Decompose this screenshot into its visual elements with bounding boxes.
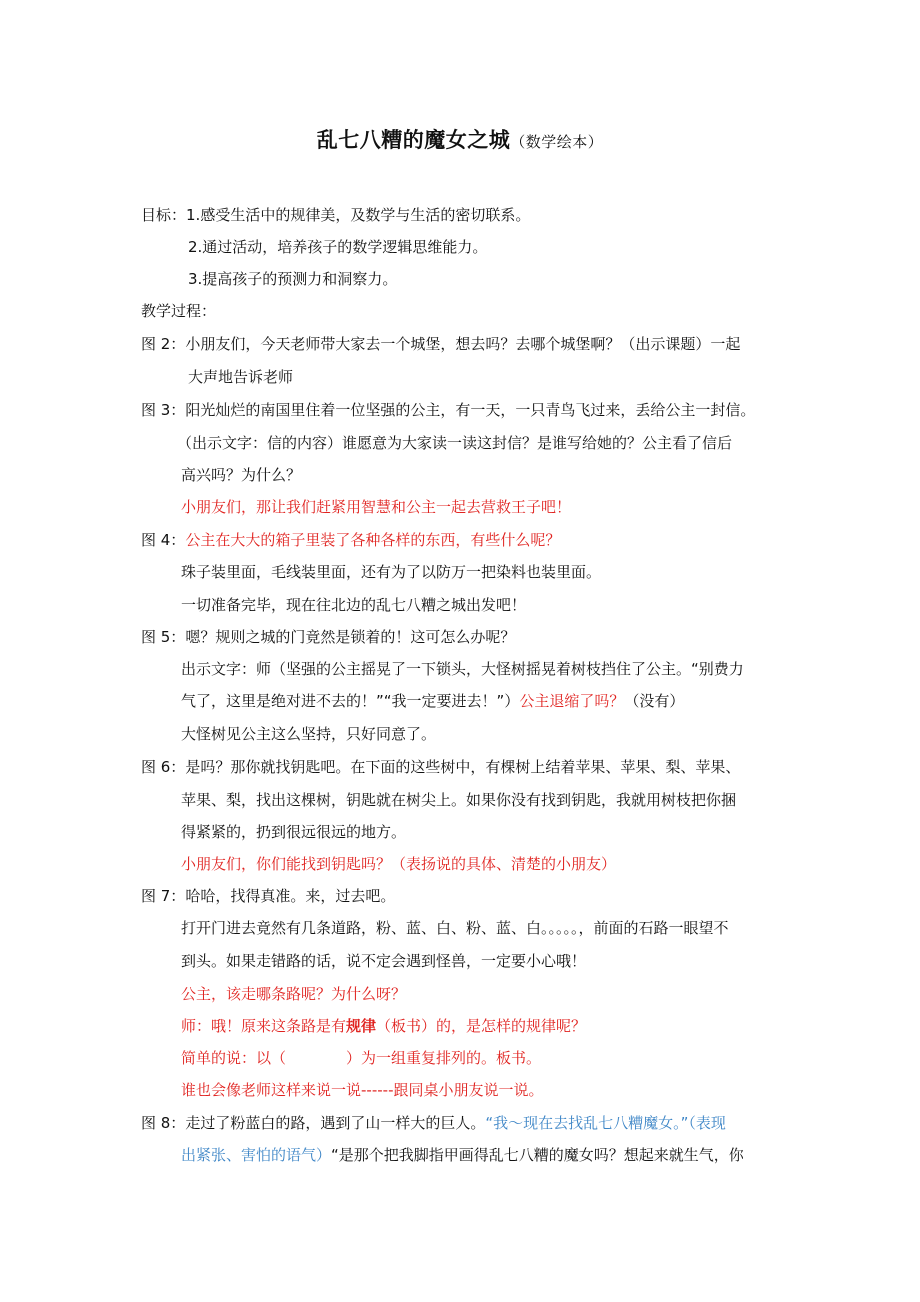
- fig7-line-5: [181, 1016, 586, 1036]
- fig2-line-1: [141, 334, 740, 354]
- title-sub: （数学绘本）: [510, 133, 604, 151]
- fig4-line-3: 一切准备完毕，现在往北边的乱七八糟之城出发吧！: [181, 596, 527, 614]
- fig3-line-2: （出示文字：信的内容）谁愿意为大家读一读这封信？是谁写给她的？公主看了信后: [177, 434, 733, 452]
- fig7-line-1: [141, 886, 395, 906]
- fig5-text-3a: 气了，这里是绝对进不去的！”“我一定要进去！”）: [181, 692, 520, 710]
- fig5-line-3: [181, 691, 684, 711]
- goal-item-3: 3.提高孩子的预测力和洞察力。: [188, 270, 398, 288]
- fig3-line-3: 高兴吗？为什么？: [181, 466, 302, 484]
- fig6-text-1: 是吗？那你就找钥匙吧。在下面的这些树中，有棵树上结着苹果、苹果、梨、苹果、: [185, 758, 741, 776]
- fig7-text-5c: （板书）的，是怎样的规律呢？: [376, 1017, 587, 1035]
- fig7-text-5b: 规律: [346, 1017, 377, 1035]
- fig2-text-1: 小朋友们，今天老师带大家去一个城堡，想去吗？去哪个城堡啊？（出示课题）一起: [185, 335, 741, 353]
- fig7-line-6: 简单的说：以（ ）为一组重复排列的。板书。: [181, 1049, 542, 1067]
- fig5-text-3b: 公主退缩了吗？: [519, 692, 625, 710]
- fig5-line-4: 大怪树见公主这么坚持，只好同意了。: [181, 725, 437, 743]
- fig5-line-1: [141, 627, 515, 647]
- fig7-label: 图 7：: [141, 887, 186, 905]
- goal-item-1: 1.感受生活中的规律美，及数学与生活的密切联系。: [186, 206, 531, 224]
- fig4-label: 图 4：: [141, 531, 186, 549]
- goal-item-2: 2.通过活动，培养孩子的数学逻辑思维能力。: [188, 238, 488, 256]
- fig7-text-1: 哈哈，找得真准。来，过去吧。: [185, 887, 396, 905]
- fig8-label: 图 8：: [141, 1114, 186, 1132]
- fig6-line-2: 苹果、梨，找出这棵树，钥匙就在树尖上。如果你没有找到钥匙，我就用树枝把你捆: [181, 791, 737, 809]
- fig5-line-2: 出示文字：师（坚强的公主摇晃了一下锁头，大怪树摇晃着树枝挡住了公主。“别费力: [181, 660, 744, 678]
- fig7-line-4: 公主，该走哪条路呢？为什么呀？: [181, 985, 407, 1003]
- fig8-text-2b: “是那个把我脚指甲画得乱七八糟的魔女吗？想起来就生气，你: [331, 1146, 744, 1164]
- fig6-line-1: [141, 757, 740, 777]
- fig7-line-2: 打开门进去竟然有几条道路，粉、蓝、白、粉、蓝、白。。。。。，前面的石路一眼望不: [181, 919, 729, 937]
- fig5-text-3c: （没有）: [624, 692, 685, 710]
- fig6-line-3: 得紧紧的，扔到很远很远的地方。: [181, 823, 407, 841]
- fig2-line-2: 大声地告诉老师: [188, 368, 294, 386]
- fig8-text-2a: 出紧张、害怕的语气）: [181, 1146, 332, 1164]
- fig8-line-1: [141, 1113, 726, 1133]
- fig3-line-4: 小朋友们，那让我们赶紧用智慧和公主一起去营救王子吧！: [181, 498, 572, 516]
- title-main: 乱七八糟的魔女之城: [316, 128, 511, 152]
- fig6-label: 图 6：: [141, 758, 186, 776]
- fig8-line-2: [181, 1145, 744, 1165]
- fig4-line-1: [141, 530, 560, 550]
- goals-line-1: [141, 205, 530, 225]
- fig3-label: 图 3：: [141, 401, 186, 419]
- fig7-line-3: 到头。如果走错路的话，说不定会遇到怪兽，一定要小心哦！: [181, 952, 587, 970]
- fig6-line-4: 小朋友们，你们能找到钥匙吗？（表扬说的具体、清楚的小朋友）: [181, 855, 617, 873]
- fig4-line-2: 珠子装里面，毛线装里面，还有为了以防万一把染料也装里面。: [181, 563, 602, 581]
- fig5-label: 图 5：: [141, 628, 186, 646]
- goals-label: 目标：: [141, 206, 187, 224]
- process-label: 教学过程：: [141, 302, 217, 320]
- fig2-label: 图 2：: [141, 335, 186, 353]
- fig7-line-7: 谁也会像老师这样来说一说------跟同桌小朋友说一说。: [181, 1081, 544, 1099]
- fig3-text-1: 阳光灿烂的南国里住着一位坚强的公主，有一天，一只青鸟飞过来，丢给公主一封信。: [185, 401, 756, 419]
- page-title: [0, 124, 920, 154]
- fig8-text-1a: 走过了粉蓝白的路，遇到了山一样大的巨人。: [185, 1114, 486, 1132]
- fig8-text-1b: “我～现在去找乱七八糟魔女。”（表现: [485, 1114, 726, 1132]
- fig4-text-1: 公主在大大的箱子里装了各种各样的东西，有些什么呢？: [185, 531, 561, 549]
- fig3-line-1: [141, 400, 755, 420]
- fig5-text-1: 嗯？规则之城的门竟然是锁着的！这可怎么办呢？: [185, 628, 516, 646]
- fig7-text-5a: 师：哦！原来这条路是有: [181, 1017, 347, 1035]
